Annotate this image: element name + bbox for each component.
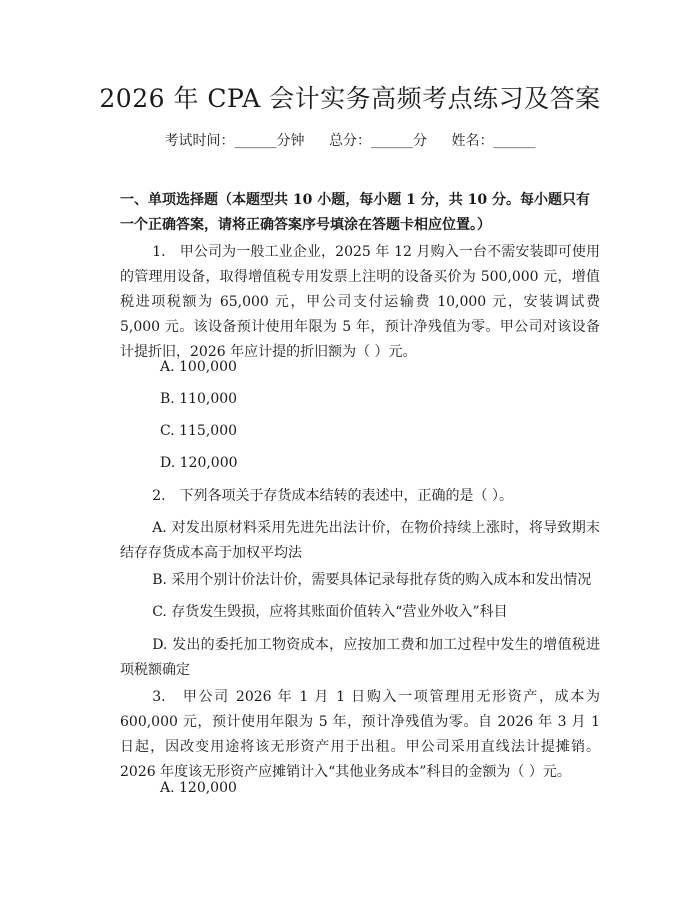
exam-meta-line: [0, 130, 700, 152]
name-label: 姓名：: [451, 133, 494, 149]
name-field: [451, 133, 535, 149]
question-2-option-b: B. 采用个别计价法计价，需要具体记录每批存货的购入成本和发出情况: [152, 572, 592, 588]
question-1-text: 1. 甲公司为一般工业企业，2025 年 12 月购入一台不需安装即可使用的管理用设备，取得增值税专用发票上注明的设备买价为 500,000 元，增值税进项税额为 65,000 元，甲公司支付运输费 10,000 元，安装调试费 5,000 元。该设备预计使用年限为 5 年，预计净残值为零。甲公司对该设备计提折旧，2026 年应计提的折旧额为（ ）元。: [120, 244, 600, 360]
question-3-option-a: A. 120,000: [160, 780, 237, 796]
exam-time-blank: ______: [234, 133, 277, 149]
total-score-unit: 分: [413, 133, 427, 149]
exam-time-label: 考试时间：: [164, 133, 235, 149]
total-score-label: 总分：: [329, 133, 371, 149]
question-1-option-a: A. 100,000: [160, 359, 237, 375]
exam-time-field: [165, 133, 305, 149]
question-2-option-d: D. 发出的委托加工物资成本，应按加工费和加工过程中发生的增值税进项税额确定: [120, 637, 600, 678]
name-blank: ______: [493, 133, 536, 149]
exam-time-unit: 分钟: [276, 133, 305, 149]
total-score-field: [329, 133, 427, 149]
section-heading: 一、单项选择题（本题型共 10 小题，每小题 1 分，共 10 分。每小题只有一个正确答案，请将正确答案序号填涂在答题卡相应位置。）: [120, 192, 590, 233]
question-2-text: 2. 下列各项关于存货成本结转的表述中，正确的是（ ）。: [152, 488, 513, 504]
question-2-option-a: A. 对发出原材料采用先进先出法计价，在物价持续上涨时，将导致期末结存存货成本高于加权平均法: [120, 520, 600, 561]
question-1-option-c: C. 115,000: [160, 423, 238, 439]
question-3-text: 3. 甲公司 2026 年 1 月 1 日购入一项管理用无形资产，成本为 600,000 元，预计使用年限为 5 年，预计净残值为零。自 2026 年 3 月 1 日起，因改变用途将该无形资产用于出租。甲公司采用直线法计提摊销。2026 年度该无形资产应摊销计入“其他业务成本”科目的金额为（ ）元。: [120, 689, 600, 780]
question-2-option-c: C. 存货发生毁损，应将其账面价值转入“营业外收入”科目: [152, 604, 508, 620]
page-title: 2026 年 CPA 会计实务高频考点练习及答案: [99, 84, 601, 113]
question-1-option-d: D. 120,000: [160, 455, 238, 471]
question-1-option-b: B. 110,000: [160, 391, 238, 407]
total-score-blank: ______: [371, 133, 413, 149]
